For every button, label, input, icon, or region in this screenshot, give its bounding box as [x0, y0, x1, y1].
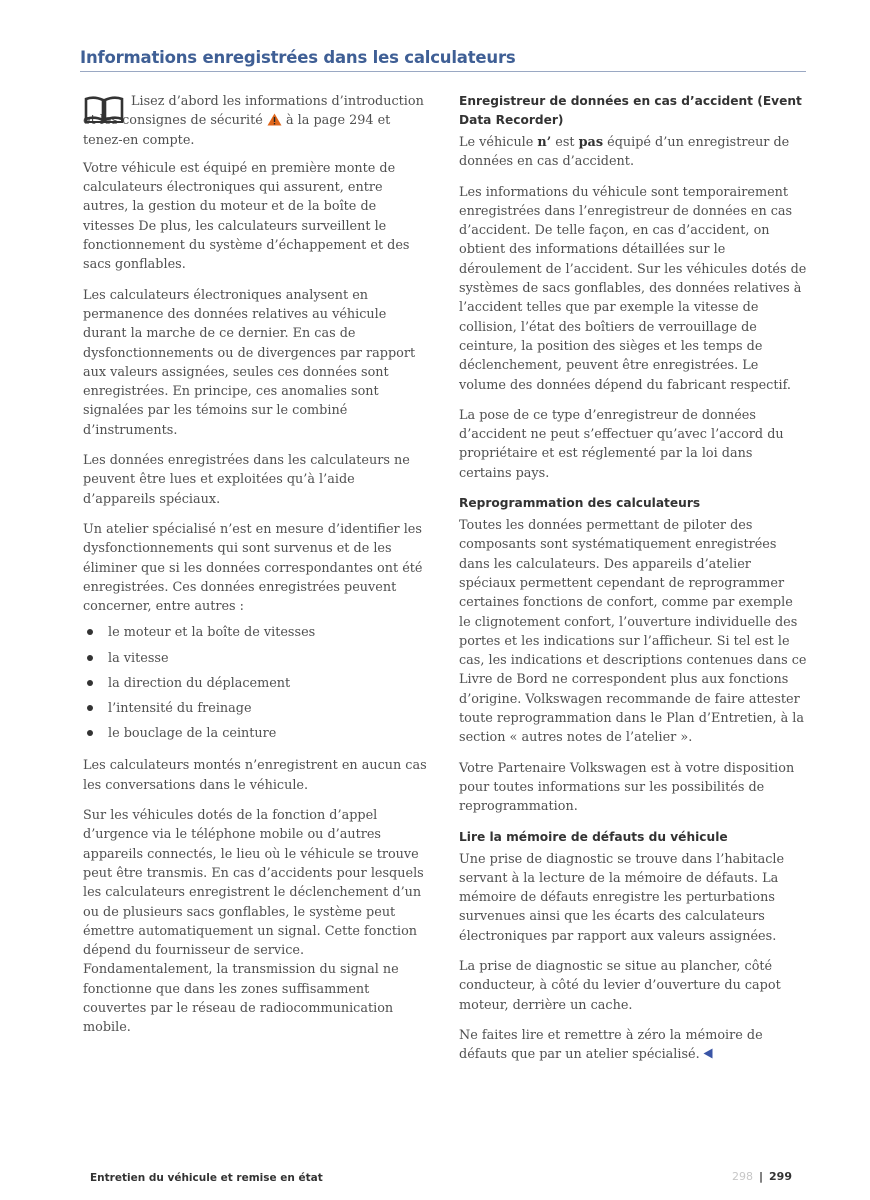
intro-note [83, 92, 430, 150]
list-item-text: l’intensité du freinage [108, 701, 252, 717]
intro-text-part1: Lisez d’abord les informations d’introduction et les consignes de sécurité [83, 94, 424, 129]
paragraph [459, 133, 807, 172]
list-item-text: le bouclage de la ceinture [108, 726, 277, 742]
title-divider [80, 71, 806, 72]
list-item-text: le moteur et la boîte de vitesses [108, 625, 316, 641]
paragraph: Votre véhicule est équipé en première monte de calculateurs électroniques qui assurent, entre autres, la gestion du moteur et de la boîte de vitesses De plus, les calculateurs surveillent le fonctionnement du système d’échappement et des sacs gonflables. [83, 160, 410, 273]
section-heading-reprogramming: Reprogrammation des calculateurs [459, 496, 701, 511]
list-item [83, 696, 430, 721]
page-separator: | [759, 1170, 764, 1183]
emphasis: pas [578, 135, 604, 150]
bullet-icon [87, 730, 93, 736]
emphasis: n’ [537, 135, 552, 150]
paragraph: La prise de diagnostic se situe au plancher, côté conducteur, à côté du levier d’ouverture du capot moteur, derrière un cache. [459, 958, 781, 1013]
data-list [83, 620, 430, 746]
paragraph: La pose de ce type d’enregistreur de données d’accident ne peut s’effectuer qu’avec l’accord du propriétaire et est réglementé par la loi dans certains pays. [459, 407, 784, 481]
paragraph: Les informations du véhicule sont temporairement enregistrées dans l’enregistreur de données en cas d’accident. De telle façon, en cas d’accident, on obtient des informations détaillées sur le déroulement de l’accident. Sur les véhicules dotés de systèmes de sacs gonflables, des données relatives à l’accident telles que par exemple la vitesse de collision, l’état des boîtiers de verrouillage de ceinture, la position des sièges et les temps de déclenchement, peuvent être enregistrées. Le volume des données dépend du fabricant respectif. [459, 184, 807, 393]
list-item-text: la vitesse [108, 650, 169, 666]
list-item [83, 721, 430, 746]
current-page-number: 299 [769, 1170, 792, 1183]
text-fragment: Le véhicule [459, 135, 538, 150]
paragraph: Votre Partenaire Volkswagen est à votre disposition pour toutes informations sur les possibilités de reprogrammation. [459, 760, 795, 815]
open-book-icon [84, 95, 124, 123]
paragraph [459, 1026, 807, 1065]
paragraph: Toutes les données permettant de piloter des composants sont systématiquement enregistrées dans les calculateurs. Des appareils d’atelier spéciaux permettent cependant de reprogrammer certaines fonctions de confort, comme par exemple le clignotement confort, l’ouverture individuelle des portes et les indications sur l’afficheur. Si tel est le cas, les indications et descriptions contenues dans ce Livre de Bord ne correspondent plus aux fonctions d’origine. Volkswagen recommande de faire attester toute reprogrammation dans le Plan d’Entretien, à la section « autres notes de l’atelier ». [459, 518, 807, 746]
section-reprogramming [459, 494, 807, 816]
paragraph: Les données enregistrées dans les calculateurs ne peuvent être lues et exploitées qu’à l’aide d’appareils spéciaux. [83, 453, 410, 507]
section-heading-event-data-recorder: Enregistreur de données en cas d’accident (Event Data Recorder) [459, 94, 802, 127]
footer-section-title: Entretien du véhicule et remise en état [90, 1172, 323, 1184]
warning-triangle-icon [267, 113, 282, 126]
section-fault-memory [459, 828, 807, 1065]
text-fragment: est [551, 135, 579, 150]
intro-text [83, 92, 430, 150]
text-fragment: équipé d’un enregistreur de données en cas d’accident. [459, 135, 790, 170]
section-heading-fault-memory: Lire la mémoire de défauts du véhicule [459, 829, 728, 844]
list-item [83, 671, 430, 696]
bullet-icon [87, 629, 93, 635]
paragraph: Sur les véhicules dotés de la fonction d’appel d’urgence via le téléphone mobile ou d’autres appareils connectés, le lieu où le véhicule se trouve peut être transmis. En cas d’accidents pour lesquels les calculateurs enregistrent le déclenchement d’un ou de plusieurs sacs gonflables, le système peut émettre automatiquement un signal. Cette fonction dépend du fournisseur de service. Fondamentalement, la transmission du signal ne fonctionne que dans les zones suffisamment couvertes par le réseau de radiocommunication mobile. [83, 808, 424, 1036]
intro-text-part2: à la page 294 et tenez-en compte. [83, 113, 391, 148]
paragraph: Une prise de diagnostic se trouve dans l’habitacle servant à la lecture de la mémoire de défauts. La mémoire de défauts enregistre les perturbations survenues ainsi que les écarts des calculateurs électroniques par rapport aux valeurs assignées. [459, 851, 785, 944]
paragraph: Les calculateurs montés n’enregistrent en aucun cas les conversations dans le véhicule. [83, 758, 427, 793]
list-item [83, 646, 430, 671]
paragraph: Un atelier spécialisé n’est en mesure d’identifier les dysfonctionnements qui sont survenus et de les éliminer que si les données correspondantes ont été enregistrées. Ces données enregistrées peuvent concerner, entre autres : [83, 521, 423, 615]
bullet-icon [87, 655, 93, 661]
end-of-section-arrow-icon [703, 1048, 713, 1059]
previous-page-number: 298 [732, 1170, 753, 1183]
page-title: Informations enregistrées dans les calculateurs [80, 48, 516, 67]
list-item [83, 620, 430, 645]
page-numbers [732, 1170, 792, 1183]
bullet-icon [87, 680, 93, 686]
list-item-text: la direction du déplacement [108, 675, 291, 691]
text-fragment: Ne faites lire et remettre à zéro la mémoire de défauts que par un atelier spécialisé. [459, 1027, 763, 1063]
right-column [459, 92, 807, 1075]
paragraph: Les calculateurs électroniques analysent en permanence des données relatives au véhicule durant la marche de ce dernier. En cas de dysfonctionnements ou de divergences par rapport aux valeurs assignées, seules ces données sont enregistrées. En principe, ces anomalies sont signalées par les témoins sur le combiné d’instruments. [83, 287, 416, 438]
left-column [83, 92, 430, 1049]
bullet-icon [87, 705, 93, 711]
